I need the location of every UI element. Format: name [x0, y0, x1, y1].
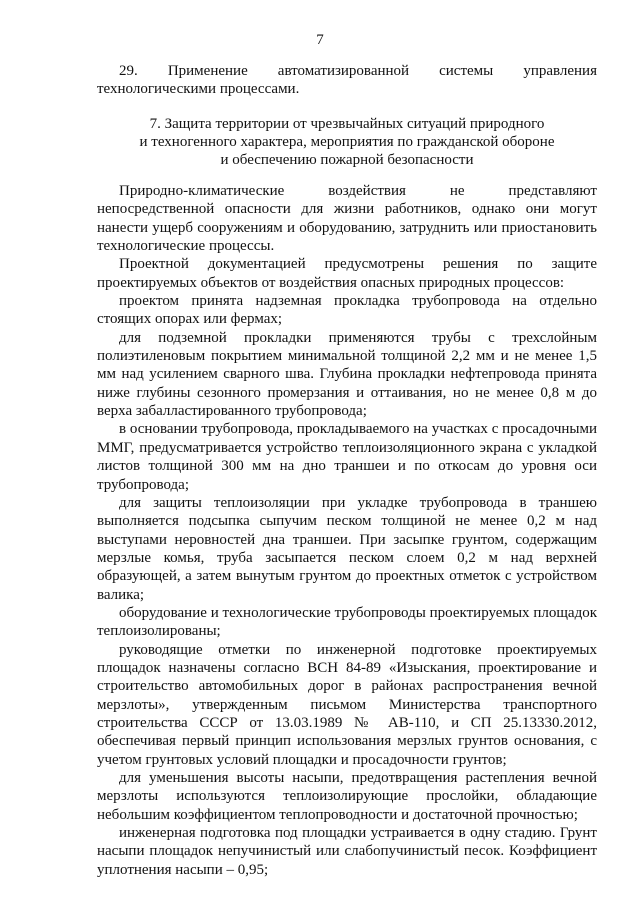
list-item-insulating-layers: для уменьшения высоты насыпи, предотвращения растепления вечной мерзлоты используются теплоизолирующие прослойки, обладающие небольшим коэффициентом теплопроводности и достаточной прочностью;: [97, 770, 597, 823]
list-item-equipment-insulated: оборудование и технологические трубопроводы проектируемых площадок теплоизолированы;: [97, 604, 597, 640]
list-item-insulation-protection: для защиты теплоизоляции при укладке трубопровода в траншею выполняется подсыпка сыпучим песком толщиной не менее 0,2 м над выступами неровностей дна траншеи. При засыпке грунтом, содержащим мерзлые комья, труба засыпается песком слоем 0,2 м над верхней образующей, а затем вынутым грунтом до проектных отметок с устройством валика;: [97, 494, 597, 603]
section-heading-line-1: 7. Защита территории от чрезвычайных ситуаций природного: [149, 116, 545, 132]
section-heading-line-2: и техногенного характера, мероприятия по гражданской обороне: [139, 134, 555, 150]
list-item-thermal-insulation-screen: в основании трубопровода, прокладываемого на участках с просадочными ММГ, предусматривается устройство теплоизоляционного экрана с укладкой листов толщиной 300 мм на дно траншеи и по откосам до уровня оси трубопровода;: [97, 421, 597, 493]
paragraph-intro: Природно-климатические воздействия не представляют непосредственной опасности для жизни работников, однако они могут нанести ущерб сооружениям и оборудованию, затруднить или приостановить технологические процессы.: [97, 183, 597, 255]
list-item-site-preparation: инженерная подготовка под площадки устраивается в одну стадию. Грунт насыпи площадок непучинистый или слабопучинистый песок. Коэффициент уплотнения насыпи – 0,95;: [97, 825, 597, 878]
list-item-29: 29. Применение автоматизированной системы управления технологическими процессами.: [97, 63, 597, 97]
list-item-above-ground-laying: проектом принята надземная прокладка трубопровода на отдельно стоящих опорах или фермах;: [97, 293, 597, 328]
paragraph-design-decisions: Проектной документацией предусмотрены решения по защите проектируемых объектов от воздействия опасных природных процессов:: [97, 256, 597, 291]
page-number: 7: [316, 32, 324, 48]
section-body: [97, 182, 597, 879]
section-heading: [97, 115, 597, 169]
list-item-guiding-marks: руководящие отметки по инженерной подготовке проектируемых площадок назначены согласно ВСН 84-89 «Изыскания, проектирование и строительство автомобильных дорог в районах распространения вечной мерзлоты», утвержденным письмом Министерства транспортного строительства СССР от 13.03.1989 № АВ-110, и СП 25.13330.2012, обеспечивая первый принцип использования мерзлых грунтов основания, с учетом грунтовых условий площадки и просадочности грунтов;: [97, 641, 597, 768]
list-item-underground-laying: для подземной прокладки применяются трубы с трехслойным полиэтиленовым покрытием минимальной толщиной 2,2 мм и не менее 1,5 мм над усилением сварного шва. Глубина прокладки нефтепровода принята ниже глубины сезонного промерзания и оттаивания, но не менее 0,8 м до верха забалластированного трубопровода;: [97, 329, 597, 420]
section-heading-line-3: и обеспечению пожарной безопасности: [220, 152, 474, 168]
